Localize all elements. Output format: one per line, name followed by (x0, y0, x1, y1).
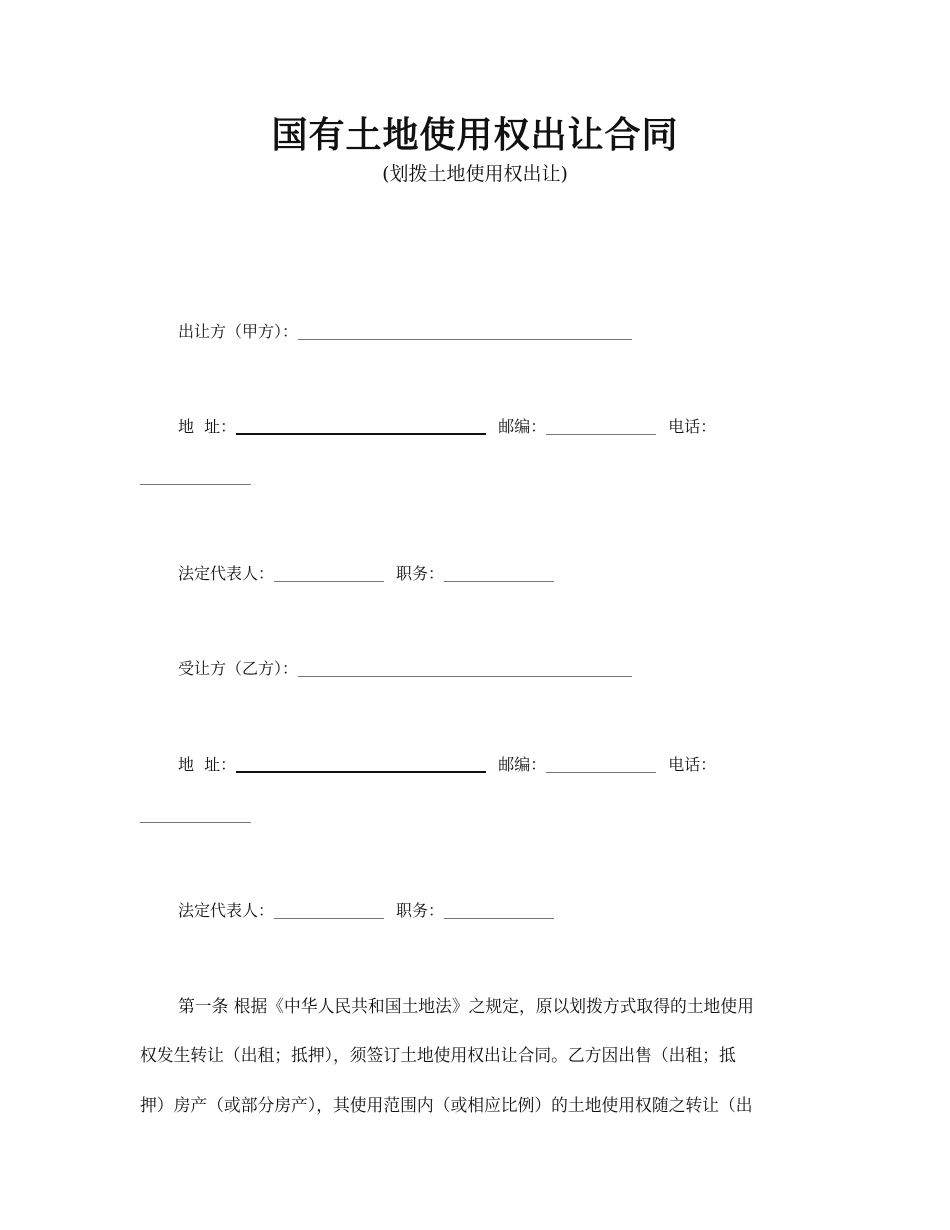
party-a-line (178, 320, 632, 344)
party-a-postcode-label: 邮编： (498, 417, 547, 436)
party-a-rep-label: 法定代表人： (178, 564, 275, 583)
party-a-address-line (178, 415, 716, 439)
party-a-position-field[interactable] (444, 565, 554, 582)
party-b-address-line (178, 753, 716, 777)
party-b-label: 受让方（乙方）： (178, 659, 299, 678)
party-a-rep-field[interactable] (274, 565, 384, 582)
party-a-label: 出让方（甲方）： (178, 322, 299, 341)
party-a-name-field[interactable] (298, 323, 632, 340)
party-a-address-label: 地 址： (178, 417, 237, 436)
party-a-rep-line (178, 562, 554, 586)
party-b-rep-label: 法定代表人： (178, 901, 275, 920)
party-b-position-label: 职务： (396, 901, 445, 920)
party-b-postcode-field[interactable] (546, 756, 656, 773)
article1-line-2: 权发生转让（出租；抵押），须签订土地使用权出让合同。乙方因出售（出租；抵 (140, 1045, 736, 1065)
party-a-phone-label: 电话： (668, 417, 717, 436)
party-b-phone-label: 电话： (668, 755, 717, 774)
document-title: 国有土地使用权出让合同 (271, 115, 679, 156)
party-a-address-field[interactable] (236, 417, 486, 435)
party-b-name-field[interactable] (298, 660, 632, 677)
party-b-rep-line (178, 899, 554, 923)
party-b-phone-field[interactable] (140, 822, 251, 823)
party-a-position-label: 职务： (396, 564, 445, 583)
party-b-rep-field[interactable] (274, 902, 384, 919)
article1-line-3: 押）房产（或部分房产），其使用范围内（或相应比例）的土地使用权随之转让（出 (140, 1095, 753, 1115)
party-b-address-field[interactable] (236, 755, 486, 773)
party-b-line (178, 657, 632, 681)
party-a-postcode-field[interactable] (546, 418, 656, 435)
article1-line-1: 第一条 根据《中华人民共和国土地法》之规定，原以划拨方式取得的土地使用 (178, 996, 754, 1016)
party-b-position-field[interactable] (444, 902, 554, 919)
document-subtitle: (划拨土地使用权出让) (382, 163, 568, 185)
party-b-address-label: 地 址： (178, 755, 237, 774)
party-a-phone-field[interactable] (140, 484, 251, 485)
party-b-postcode-label: 邮编： (498, 755, 547, 774)
